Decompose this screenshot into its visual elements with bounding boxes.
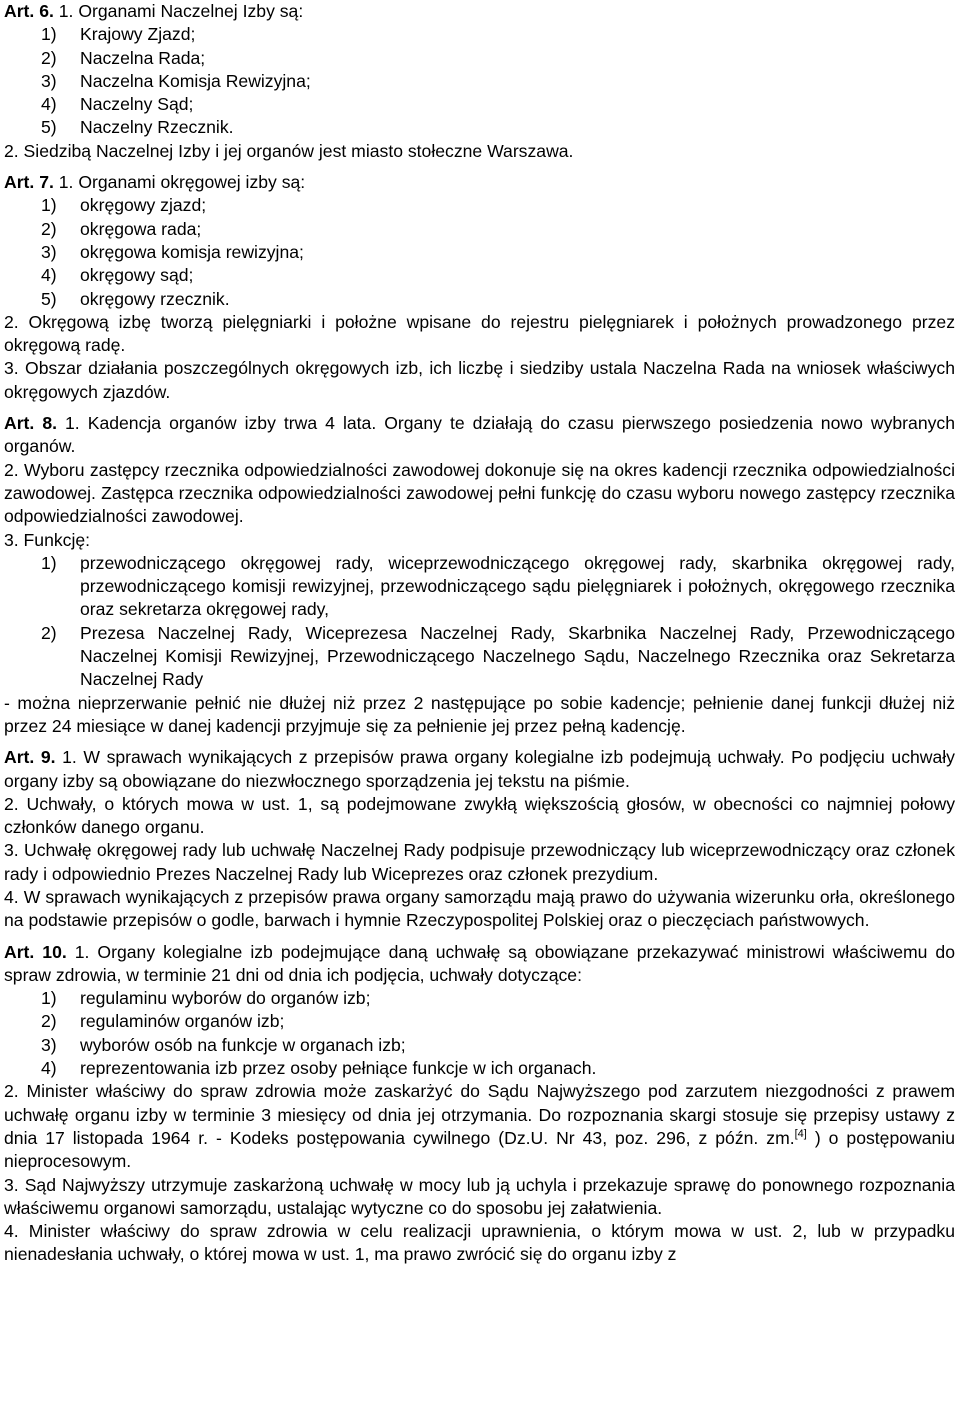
art9-par3: 3. Uchwałę okręgowej rady lub uchwałę Naczelnej Rady podpisuje przewodniczący lub wiceprzewodniczący oraz członek rady i odpowiednio Prezes Naczelnej Rady lub Wiceprezes oraz członek prezydium. <box>4 840 955 884</box>
list-item-number: 1) <box>41 552 57 573</box>
art8-list <box>4 552 955 692</box>
list-item-text: reprezentowania izb przez osoby pełniące funkcje w ich organach. <box>80 1058 597 1079</box>
art8-par2: 2. Wyboru zastępcy rzecznika odpowiedzialności zawodowej dokonuje się na okres kadencji rzecznika odpowiedzialności zawodowej. Zastępca rzecznika odpowiedzialności zawodowej pełni funkcję do czasu wyboru nowego zastępcy rzecznika odpowiedzialności zawodowej. <box>4 459 955 527</box>
art7-par1-text: 1. Organami okręgowej izby są: <box>53 172 306 193</box>
list-item-text: okręgowy rzecznik. <box>80 288 230 309</box>
list-item-number: 5) <box>41 117 57 138</box>
art6-par1 <box>4 0 955 23</box>
art10-par1 <box>4 941 955 988</box>
list-item <box>41 23 955 46</box>
list-item <box>41 1034 955 1057</box>
list-item <box>41 116 955 139</box>
list-item-number: 1) <box>41 195 57 216</box>
list-item-number: 2) <box>41 47 57 68</box>
art6-par2: 2. Siedzibą Naczelnej Izby i jej organów jest miasto stołeczne Warszawa. <box>4 140 574 161</box>
list-item-number: 5) <box>41 288 57 309</box>
list-item <box>41 70 955 93</box>
list-item <box>41 241 955 264</box>
list-item-text: wyborów osób na funkcje w organach izb; <box>80 1034 406 1055</box>
art8-par3-tail: - można nieprzerwanie pełnić nie dłużej niż przez 2 następujące po sobie kadencje; pełnienie danej funkcji dłużej niż przez 24 miesiące w danej kadencji przyjmuje się za pełnienie jej przez pełną kadencję. <box>4 692 955 736</box>
list-item-text: regulaminów organów izb; <box>80 1011 285 1032</box>
art7-list <box>4 194 955 310</box>
list-item-number: 4) <box>41 265 57 286</box>
list-item-text: Naczelny Sąd; <box>80 94 194 115</box>
art7-par1 <box>4 171 955 194</box>
list-item <box>41 264 955 287</box>
list-item-text: Krajowy Zjazd; <box>80 24 196 45</box>
list-item-text: regulaminu wyborów do organów izb; <box>80 988 371 1009</box>
list-item-number: 3) <box>41 241 57 262</box>
list-item-text: Naczelna Komisja Rewizyjna; <box>80 70 311 91</box>
art10-list <box>4 987 955 1080</box>
art9-par1-text: 1. W sprawach wynikających z przepisów prawa organy kolegialne izb podejmują uchwały. Po podjęciu uchwały organy izby są obowiązane do niezwłocznego sporządzenia jej tekstu na piśmie. <box>4 747 955 791</box>
list-item-text: Prezesa Naczelnej Rady, Wiceprezesa Naczelnej Rady, Skarbnika Naczelnej Rady, Przewodniczącego Naczelnej Komisji Rewizyjnej, Przewodniczącego Naczelnego Sądu, Naczelnego Rzecznika oraz Sekretarza Naczelnej Rady <box>80 622 955 690</box>
art6-heading: Art. 6. <box>4 1 54 21</box>
list-item-text: Naczelny Rzecznik. <box>80 117 234 138</box>
art7-heading: Art. 7. <box>4 172 54 193</box>
list-item-number: 2) <box>41 622 57 643</box>
list-item <box>41 47 955 70</box>
list-item <box>41 552 955 622</box>
art10-heading: Art. 10. <box>4 941 67 962</box>
art9-heading: Art. 9. <box>4 747 56 768</box>
list-item <box>41 622 955 692</box>
list-item <box>41 987 955 1010</box>
art6-par1-text: 1. Organami Naczelnej Izby są: <box>53 1 304 21</box>
list-item-text: przewodniczącego okręgowej rady, wiceprzewodniczącego okręgowej rady, skarbnika okręgowej rady, przewodniczącego komisji rewizyjnej, przewodniczącego sądu pielęgniarek i położnych, okręgowego rzecznika oraz sekretarza okręgowej rady, <box>80 552 955 620</box>
list-item-number: 4) <box>41 94 57 115</box>
list-item <box>41 288 955 311</box>
list-item-text: okręgowa rada; <box>80 218 202 239</box>
list-item <box>41 1010 955 1033</box>
art10-par3: 3. Sąd Najwyższy utrzymuje zaskarżoną uchwałę w mocy lub ją uchyla i przekazuje sprawę do ponownego rozpoznania właściwemu organowi samorządu, ustalając wytyczne co do sposobu jej załatwienia. <box>4 1174 955 1218</box>
art10-par2-text: 2. Minister właściwy do spraw zdrowia może zaskarżyć do Sądu Najwyższego pod zarzutem niezgodności z prawem uchwałę organu izby w terminie 3 miesięcy od dnia jej otrzymania. Do rozpoznania skargi stosuje się przepisy ustawy z dnia 17 listopada 1964 r. - Kodeks postępowania cywilnego (Dz.U. Nr 43, poz. 296, z późn. zm. <box>4 1081 955 1148</box>
art10-par2-tail: ) o postępowaniu nieprocesowym. <box>4 1127 955 1172</box>
list-item-text: okręgowy zjazd; <box>80 195 207 216</box>
art7-par3: 3. Obszar działania poszczególnych okręgowych izb, ich liczbę i siedziby ustala Naczelna Rada na wniosek właściwych okręgowych zjazdów. <box>4 358 955 402</box>
list-item-number: 2) <box>41 218 57 239</box>
art9-par2: 2. Uchwały, o których mowa w ust. 1, są podejmowane zwykłą większością głosów, w obecności co najmniej połowy członków danego organu. <box>4 793 955 838</box>
art10-par4: 4. Minister właściwy do spraw zdrowia w celu realizacji uprawnienia, o którym mowa w ust. 2, lub w przypadku nienadesłania uchwały, o której mowa w ust. 1, ma prawo zwrócić się do organu izby z <box>4 1221 955 1265</box>
list-item-number: 1) <box>41 24 57 45</box>
art8-heading: Art. 8. <box>4 413 57 434</box>
list-item <box>41 218 955 241</box>
list-item-text: okręgowy sąd; <box>80 265 194 286</box>
art10-par1-text: 1. Organy kolegialne izb podejmujące daną uchwałę są obowiązane przekazywać ministrowi właściwemu do spraw zdrowia, w terminie 21 dni od dnia ich podjęcia, uchwały dotyczące: <box>4 941 955 985</box>
list-item-number: 3) <box>41 1034 57 1055</box>
list-item-number: 4) <box>41 1058 57 1079</box>
art8-par3-intro: 3. Funkcję: <box>4 529 91 550</box>
art7-par2: 2. Okręgową izbę tworzą pielęgniarki i położne wpisane do rejestru pielęgniarek i położnych prowadzonego przez okręgową radę. <box>4 311 955 356</box>
list-item <box>41 93 955 116</box>
list-item-number: 2) <box>41 1011 57 1032</box>
art9-par4: 4. W sprawach wynikających z przepisów prawa organy samorządu mają prawo do używania wizerunku orła, określonego na podstawie przepisów o godle, barwach i hymnie Rzeczypospolitej Polskiej oraz o pieczęciach państwowych. <box>4 886 955 931</box>
art9-par1 <box>4 746 955 793</box>
footnote-ref[interactable]: [4] <box>794 1127 807 1140</box>
list-item-number: 1) <box>41 988 57 1009</box>
list-item-text: okręgowa komisja rewizyjna; <box>80 241 304 262</box>
list-item-number: 3) <box>41 70 57 91</box>
list-item <box>41 1057 955 1080</box>
art10-par2 <box>4 1080 955 1173</box>
art8-par1 <box>4 412 955 459</box>
art8-par1-text: 1. Kadencja organów izby trwa 4 lata. Organy te działają do czasu pierwszego posiedzenia nowo wybranych organów. <box>4 413 955 457</box>
list-item-text: Naczelna Rada; <box>80 47 206 68</box>
list-item <box>41 194 955 217</box>
art6-list <box>4 23 955 139</box>
